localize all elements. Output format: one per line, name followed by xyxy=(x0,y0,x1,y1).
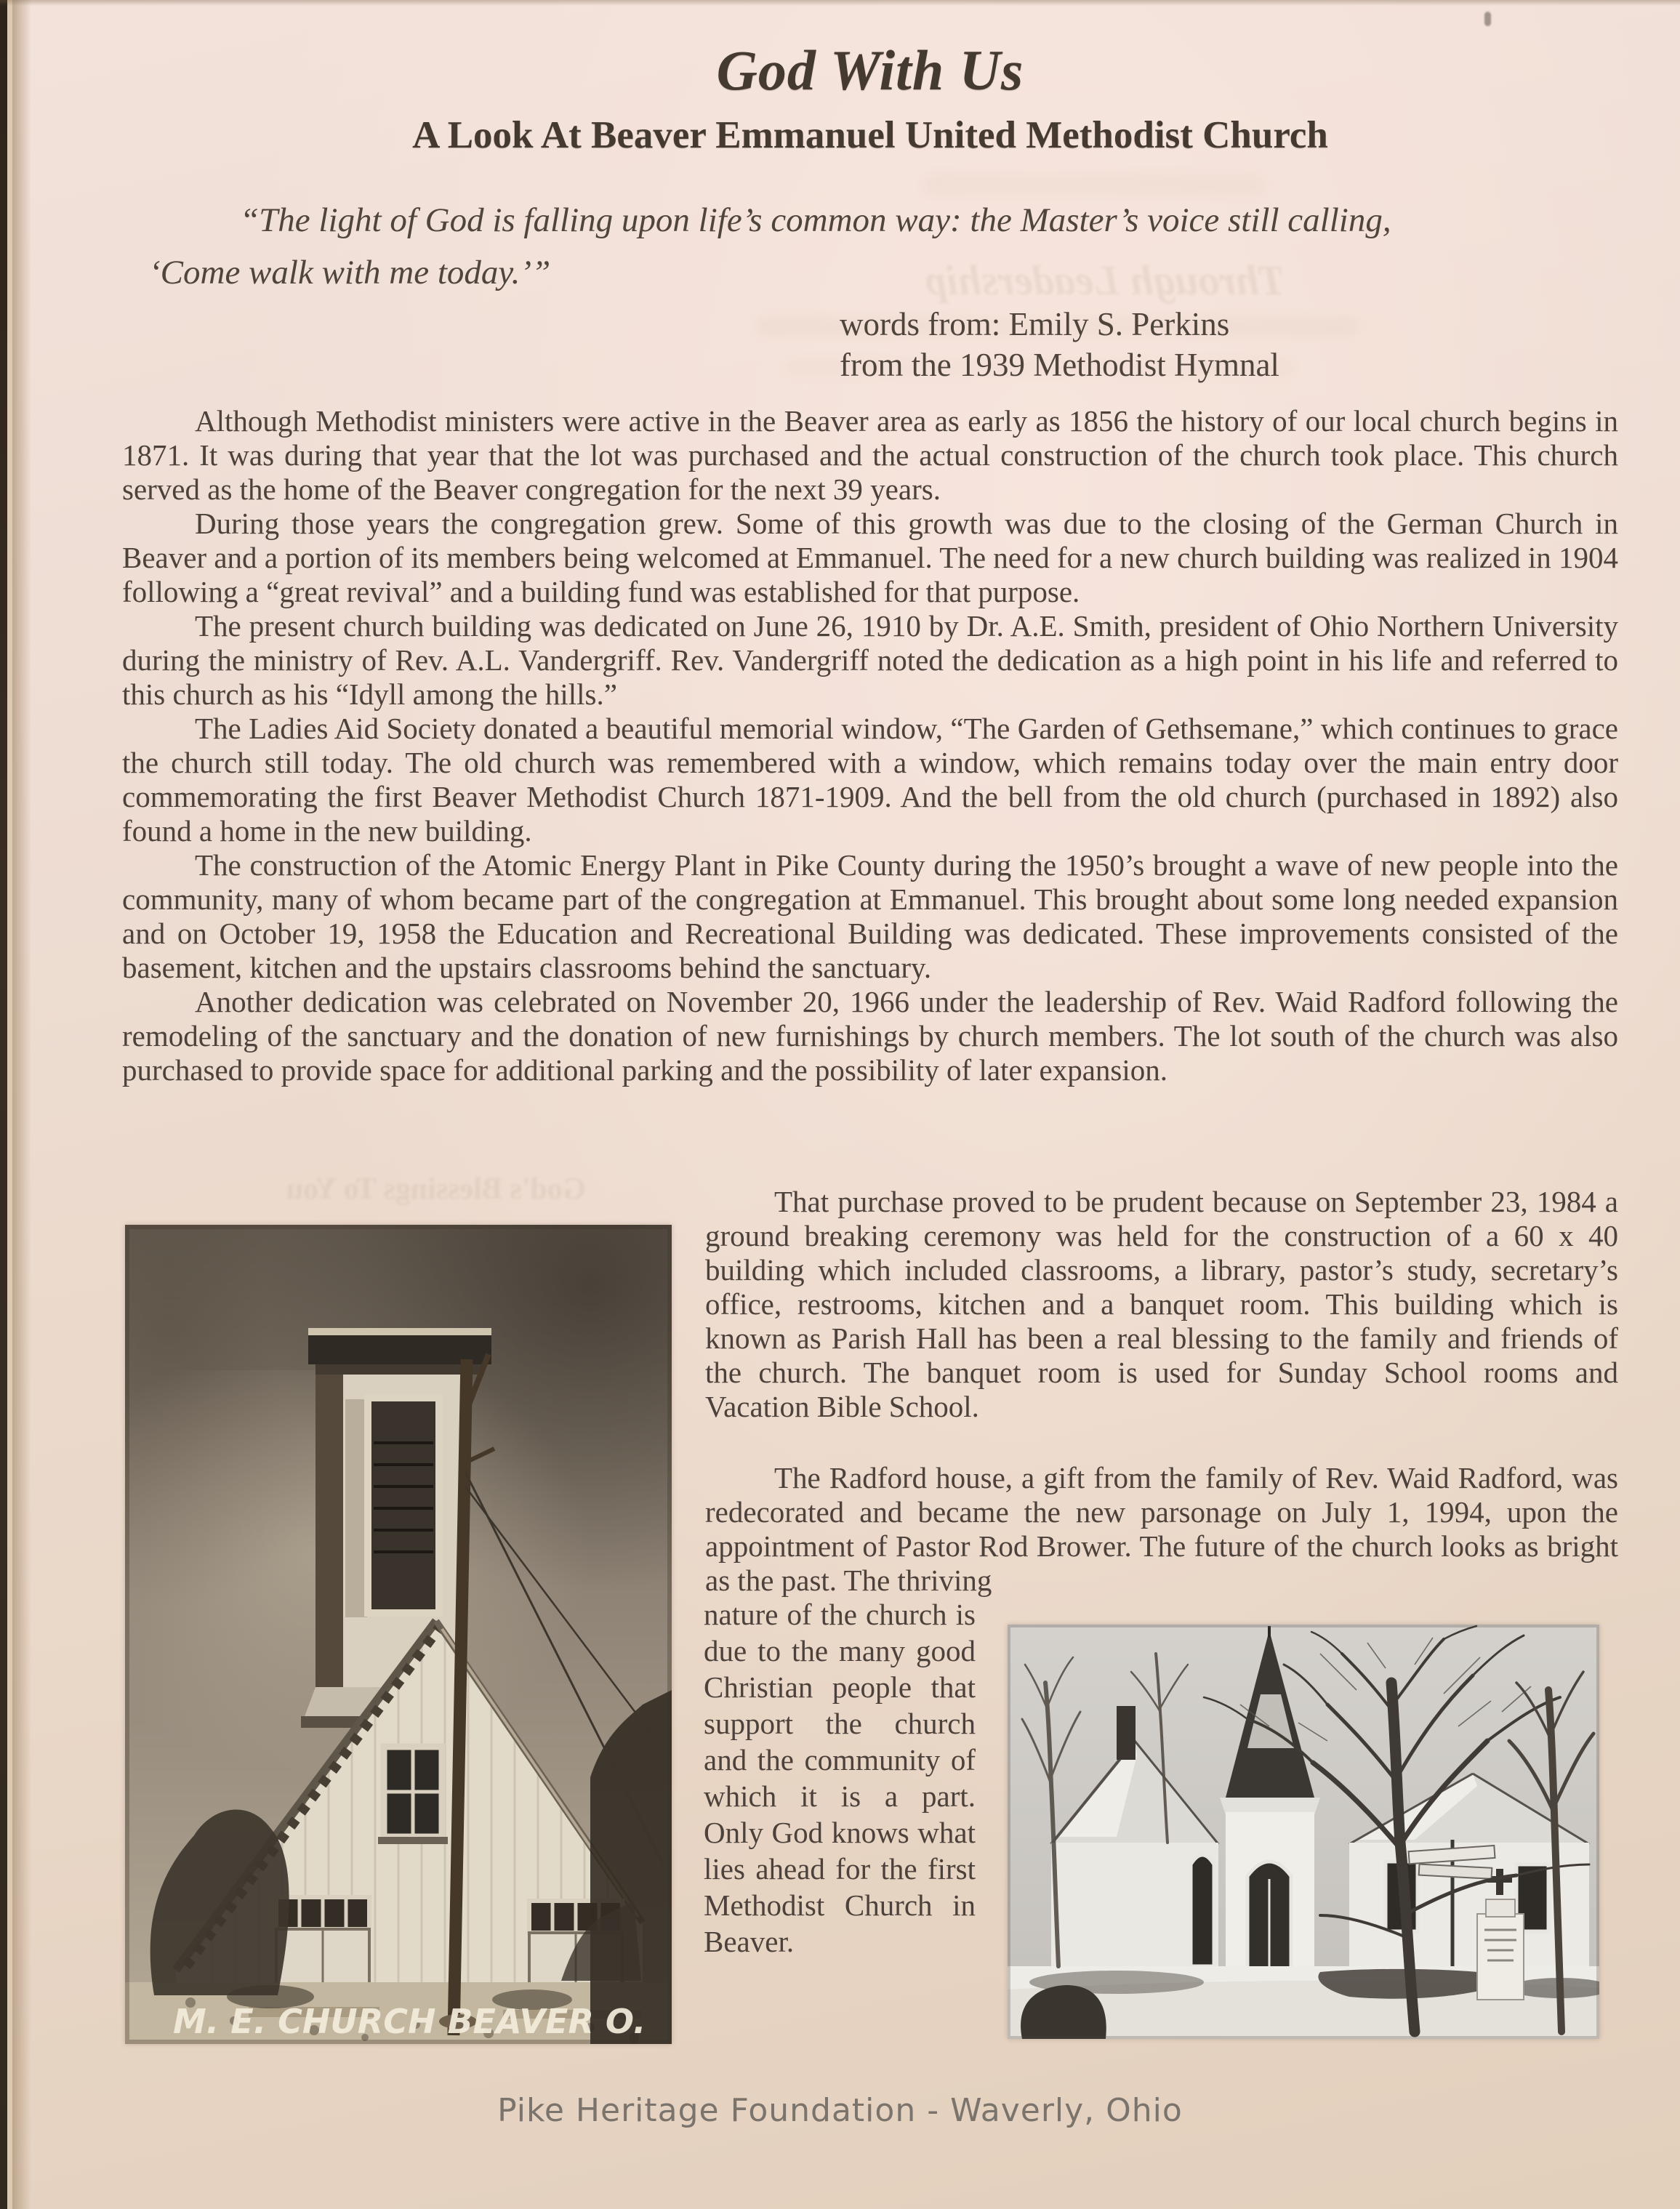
paragraph: During those years the congregation grew. Some of this growth was due to the closing of the German Church in Beaver and a portion of its members being welcomed at Emmanuel. The need for a new church building was realized in 1904 following a “great revival” and a building fund was established for that purpose. xyxy=(122,507,1618,608)
parish-hall-paragraph xyxy=(705,1185,1618,1462)
page-top-shadow xyxy=(0,0,1680,6)
hymn-quote-line-1: “The light of God is falling upon life’s common way: the Master’s voice still calling, xyxy=(240,201,1391,239)
bleedthrough-text: God's Blessings To You xyxy=(286,1172,587,1206)
paragraph: The Radford house, a gift from the family of Rev. Waid Radford, was redecorated and became the new parsonage on July 1, 1994, upon the appointment of Pastor Rod Brower. The future of the church looks as bright as the past. The thriving xyxy=(705,1461,1618,1597)
old-church-illustration xyxy=(125,1225,672,2044)
hymn-quote-line-2: ‘Come walk with me today.’” xyxy=(149,254,551,291)
radford-paragraph-narrow xyxy=(704,1596,976,2047)
paragraph: Although Methodist ministers were active in the Beaver area as early as 1856 the history of our local church begins in 1871. It was during that year that the lot was purchased and the actual construction of the church took place. This church served as the home of the Beaver congregation for the next 39 years. xyxy=(122,404,1618,506)
radford-paragraph-wide xyxy=(705,1461,1618,1599)
paper-fleck xyxy=(1484,12,1491,26)
paragraph: The present church building was dedicated on June 26, 1910 by Dr. A.E. Smith, president of Ohio Northern University during the ministry of Rev. A.L. Vandergriff. Rev. Vandergriff noted the dedication as a high point in his life and referred to this church as his “Idyll among the hills.” xyxy=(122,609,1618,711)
book-spine-highlight xyxy=(7,0,12,2209)
paragraph: The construction of the Atomic Energy Plant in Pike County during the 1950’s brought a wave of new people into the community, many of whom became part of the congregation at Emmanuel. This brought about some long needed expansion and on October 19, 1958 the Education and Recreational Building was dedicated. These improvements consisted of the basement, kitchen and the upstairs classrooms behind the sanctuary. xyxy=(122,848,1618,984)
page-title: God With Us xyxy=(716,39,1024,102)
new-church-illustration xyxy=(1008,1625,1599,2039)
page-subtitle: A Look At Beaver Emmanuel United Methodist Church xyxy=(412,114,1328,156)
old-church-photo-caption: M. E. CHURCH BEAVER O. xyxy=(173,2002,646,2041)
quote-attribution-source: from the 1939 Methodist Hymnal xyxy=(840,347,1279,383)
book-spine-edge xyxy=(0,0,7,2209)
paragraph: The Ladies Aid Society donated a beautiful memorial window, “The Garden of Gethsemane,” which continues to grace the church still today. The old church was remembered with a window, which remains today over the main entry door commemorating the first Beaver Methodist Church 1871-1909. And the bell from the old church (purchased in 1892) also found a home in the new building. xyxy=(122,712,1618,848)
paragraph: Another dedication was celebrated on November 20, 1966 under the leadership of Rev. Waid Radford following the remodeling of the sanctuary and the donation of new furnishings by church members. The lot south of the church was also purchased to provide space for additional parking and the possibility of later expansion. xyxy=(122,985,1618,1087)
bleedthrough-smudge xyxy=(923,174,1265,195)
old-church-photo xyxy=(125,1225,672,2044)
bleedthrough-text: Through Leadership xyxy=(925,257,1285,304)
paragraph: nature of the church is due to the many good Christian people that support the church and the community of which it is a part. Only God knows what lies ahead for the first Methodist Church in Beaver. xyxy=(704,1598,976,1958)
paragraph: That purchase proved to be prudent because on September 23, 1984 a ground breaking ceremony was held for the construction of a 60 x 40 building which included classrooms, a library, pastor’s study, secretary’s office, restrooms, kitchen and a banquet room. This building which is known as Parish Hall has been a real blessing to the family and friends of the church. The banquet room is used for Sunday School rooms and Vacation Bible School. xyxy=(705,1185,1618,1423)
new-church-photo xyxy=(1008,1625,1599,2039)
book-spine-shadow xyxy=(12,0,31,2209)
history-body-text xyxy=(122,404,1618,1193)
footer-attribution: Pike Heritage Foundation - Waverly, Ohio xyxy=(497,2092,1183,2129)
quote-attribution-author: words from: Emily S. Perkins xyxy=(840,306,1230,342)
